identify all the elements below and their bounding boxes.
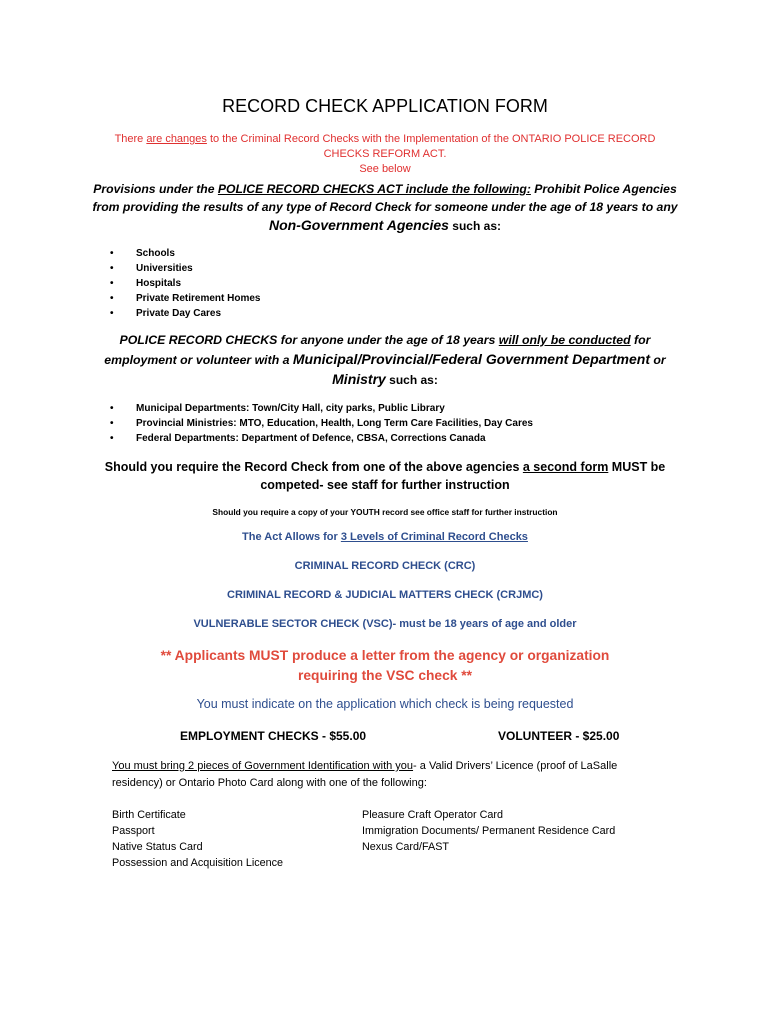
notice-see-below: See below [359,163,411,175]
list-item: • Private Retirement Homes [110,291,261,306]
non-government-agencies-list [110,246,261,321]
list-item: • Schools [110,246,261,261]
police-record-checks-paragraph [100,331,670,390]
second-form-pre: Should you require the Record Check from one of the above agencies [104,460,523,474]
police-or: or [649,353,666,367]
list-item: • Universities [110,261,261,276]
government-departments-list [110,401,533,446]
list-item: • Hospitals [110,276,261,291]
list-item: Pleasure Craft Operator Card [362,809,504,821]
list-item: • Provincial Ministries: MTO, Education, Health, Long Term Care Facilities, Day Cares [110,416,533,431]
police-suffix: such as: [385,373,438,387]
notice-text-pre: There [114,133,147,145]
identification-requirement [112,758,652,792]
documents-list-right [362,807,615,855]
level-crjmc: CRIMINAL RECORD & JUDICIAL MATTERS CHECK (CRJMC) [227,589,543,601]
police-emphasis: Municipal/Provincial/Federal Government Department [292,351,650,367]
list-item: • Federal Departments: Department of Defence, CBSA, Corrections Canada [110,431,533,446]
reform-act-notice [95,132,675,177]
notice-text-underlined: are changes [146,133,207,145]
employment-fee: EMPLOYMENT CHECKS - $55.00 [180,729,367,743]
list-item: Birth Certificate [112,809,186,821]
police-mid: for employment or volunteer with a [104,333,651,367]
applicants-letter-note: ** Applicants MUST produce a letter from the agency or organization requiring the VSC check ** [160,648,610,683]
list-item: Passport [112,825,155,837]
provisions-post: Prohibit Police Agencies from providing the results of any type of Record Check for someone under the age of 18 years to any [92,182,678,214]
act-pre: The Act Allows for [242,531,341,543]
act-underlined: 3 Levels of Criminal Record Checks [340,531,528,543]
police-pre: POLICE RECORD CHECKS for anyone under the age of 18 years [119,333,499,347]
indicate-check-note: You must indicate on the application which check is being requested [196,697,574,711]
second-form-notice [90,458,680,494]
notice-text-post: to the Criminal Record Checks with the Implementation of the ONTARIO POLICE RECORD CHECKS REFORM ACT. [206,133,656,160]
second-form-post: MUST be competed- see staff for further instruction [260,460,666,492]
volunteer-fee: VOLUNTEER - $25.00 [498,729,620,743]
identification-post: - a Valid Drivers’ Licence (proof of LaSalle residency) or Ontario Photo Card along with one of the following: [112,760,618,789]
youth-record-note: Should you require a copy of your YOUTH record see office staff for further instruction [212,507,558,517]
list-item: Nexus Card/FAST [362,841,450,853]
act-levels-heading [0,531,770,543]
documents-list-left [112,807,283,871]
level-crc: CRIMINAL RECORD CHECK (CRC) [294,560,476,572]
second-form-underlined: a second form [522,460,609,474]
provisions-paragraph [80,180,690,235]
provisions-act-underlined: POLICE RECORD CHECKS ACT include the following: [217,182,531,196]
list-item: • Municipal Departments: Town/City Hall, city parks, Public Library [110,401,533,416]
police-underlined: will only be conducted [498,333,631,347]
provisions-emphasis: Non-Government Agencies [269,217,449,233]
police-ministry: Ministry [332,371,386,387]
list-item: • Private Day Cares [110,306,261,321]
page-title: RECORD CHECK APPLICATION FORM [222,96,548,116]
list-item: Immigration Documents/ Permanent Residence Card [362,825,616,837]
provisions-suffix: such as: [448,219,501,233]
identification-underlined: You must bring 2 pieces of Government Identification with you [112,760,414,772]
provisions-pre: Provisions under the [93,182,218,196]
list-item: Native Status Card [112,841,203,853]
level-vsc: VULNERABLE SECTOR CHECK (VSC)- must be 18 years of age and older [193,618,577,630]
list-item: Possession and Acquisition Licence [112,857,284,869]
